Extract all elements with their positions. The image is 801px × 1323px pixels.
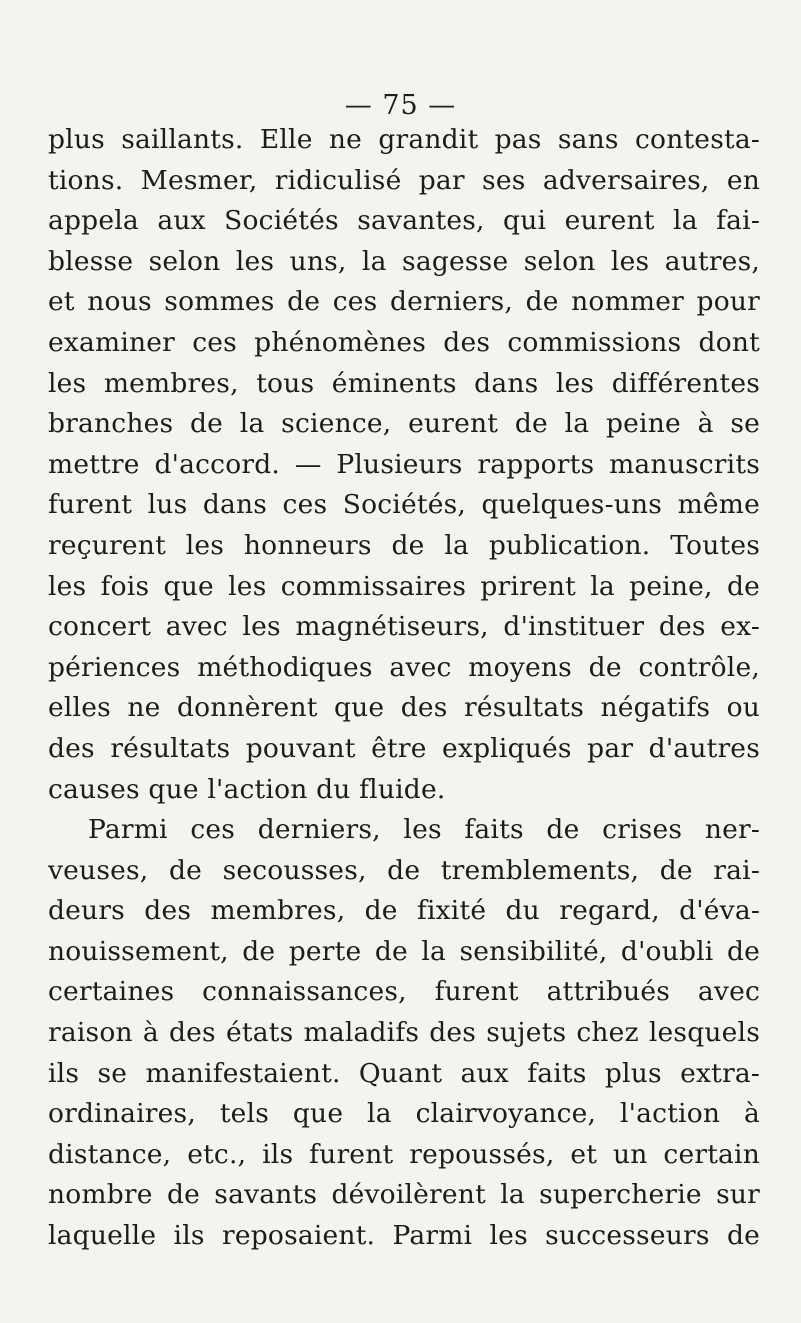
- text-line: examiner ces phénomènes des commissions dont: [48, 326, 760, 358]
- paragraph-start-line: Parmi ces derniers, les faits de crises ner-: [88, 814, 760, 846]
- text-line: elles ne donnèrent que des résultats négatifs ou: [48, 692, 760, 724]
- paragraph-end-line: causes que l'action du fluide.: [48, 773, 446, 805]
- text-line: deurs des membres, de fixité du regard, d'éva-: [48, 895, 760, 927]
- text-line: nombre de savants dévoilèrent la supercherie sur: [48, 1179, 760, 1211]
- text-line: ils se manifestaient. Quant aux faits plus extra-: [48, 1057, 760, 1089]
- text-line: branches de la science, eurent de la peine à se: [48, 408, 760, 440]
- text-line: nouissement, de perte de la sensibilité, d'oubli de: [48, 935, 760, 967]
- text-line: et nous sommes de ces derniers, de nommer pour: [48, 286, 760, 318]
- text-line: plus saillants. Elle ne grandit pas sans contesta-: [48, 124, 760, 155]
- text-line: certaines connaissances, furent attribués avec: [48, 976, 760, 1008]
- text-line: mettre d'accord. — Plusieurs rapports manuscrits: [48, 448, 760, 480]
- text-line: raison à des états maladifs des sujets chez lesquels: [48, 1017, 760, 1049]
- body-text: [48, 120, 760, 1257]
- text-line: reçurent les honneurs de la publication. Toutes: [48, 529, 760, 561]
- text-line: distance, etc., ils furent repoussés, et un certain: [48, 1138, 760, 1170]
- text-line: ordinaires, tels que la clairvoyance, l'action à: [48, 1098, 760, 1130]
- page-number: — 75 —: [344, 90, 457, 121]
- text-line: appela aux Sociétés savantes, qui eurent la fai-: [48, 205, 760, 237]
- text-line: blesse selon les uns, la sagesse selon les autres,: [48, 245, 760, 277]
- text-line: les membres, tous éminents dans les différentes: [48, 367, 760, 399]
- text-line: veuses, de secousses, de tremblements, de rai-: [48, 854, 760, 886]
- text-line: concert avec les magnétiseurs, d'instituer des ex-: [48, 611, 760, 643]
- text-line: des résultats pouvant être expliqués par d'autres: [48, 732, 760, 764]
- text-line: tions. Mesmer, ridiculisé par ses adversaires, en: [48, 164, 760, 196]
- text-line: laquelle ils reposaient. Parmi les successeurs de: [48, 1220, 760, 1252]
- text-line: les fois que les commissaires prirent la peine, de: [48, 570, 760, 602]
- text-line: périences méthodiques avec moyens de contrôle,: [48, 651, 760, 683]
- text-line: furent lus dans ces Sociétés, quelques-uns même: [48, 489, 760, 521]
